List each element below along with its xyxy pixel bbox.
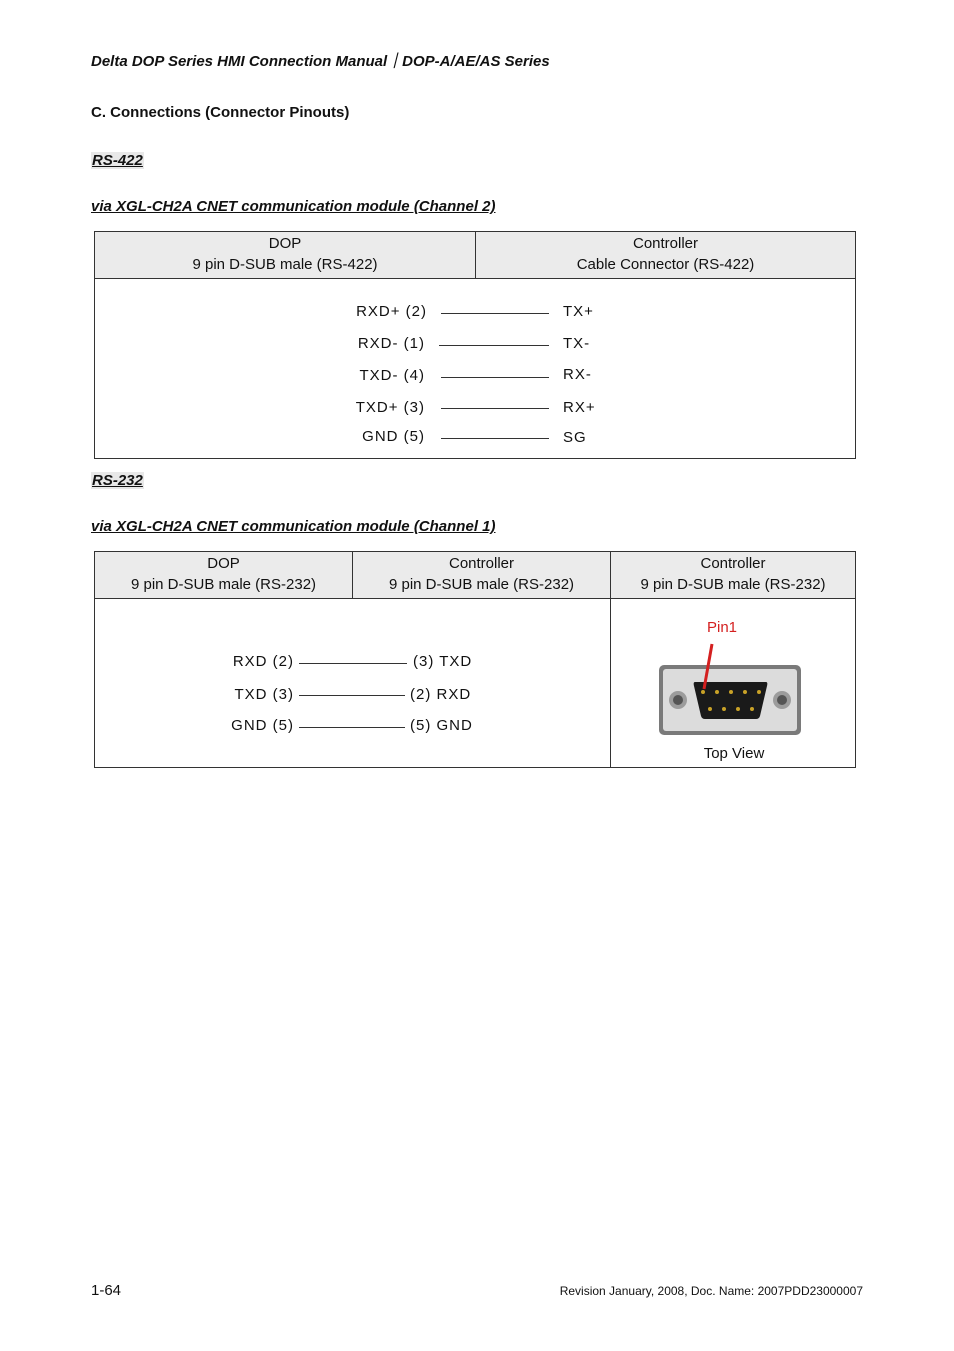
rs422-header-dop-line2: 9 pin D-SUB male (RS-422) <box>192 256 378 273</box>
rs422-pin-left: TXD+ (3) <box>355 399 425 416</box>
rs232-pin-left: RXD (2) <box>232 653 294 670</box>
rs232-header-controller-line2: 9 pin D-SUB male (RS-232) <box>388 576 575 593</box>
rs232-wire <box>299 727 405 728</box>
rs232-header-dop <box>94 551 353 599</box>
rs422-wire <box>441 408 549 409</box>
top-view-caption: Top View <box>703 745 765 762</box>
rs422-header-controller-line2: Cable Connector (RS-422) <box>576 256 755 273</box>
rs422-pin-left: GND (5) <box>362 428 425 445</box>
rs232-pin-left: GND (5) <box>231 717 294 734</box>
rs232-wiring-cell <box>94 598 611 768</box>
rs422-header-dop <box>94 231 476 279</box>
rs422-table <box>94 231 856 459</box>
rs422-header-dop-line1: DOP <box>268 235 302 252</box>
section-title: C. Connections (Connector Pinouts) <box>91 104 350 121</box>
rs422-wire <box>441 313 549 314</box>
pin1-label: Pin1 <box>707 619 738 636</box>
rs422-pin-right: TX+ <box>563 303 594 320</box>
rs232-heading: RS-232 <box>92 472 143 489</box>
rs422-wiring-cell <box>94 278 856 459</box>
rs232-connector-cell <box>610 598 856 768</box>
rs232-header-controller-2 <box>610 551 856 599</box>
rs422-pin-right: TX- <box>563 335 591 352</box>
rs232-header-dop-line2: 9 pin D-SUB male (RS-232) <box>130 576 317 593</box>
page-number: 1-64 <box>91 1282 122 1299</box>
rs232-pin-right: (5) GND <box>410 717 473 734</box>
rs422-header-controller <box>475 231 856 279</box>
revision-note: Revision January, 2008, Doc. Name: 2007PDD23000007 <box>559 1284 863 1298</box>
rs232-wire <box>299 695 405 696</box>
rs422-wire <box>439 345 549 346</box>
rs422-pin-right: RX+ <box>563 399 596 416</box>
rs232-wire <box>299 663 407 664</box>
rs422-wire <box>441 377 549 378</box>
rs232-pin-right: (3) TXD <box>413 653 473 670</box>
rs422-pin-right: SG <box>563 429 587 446</box>
rs422-pin-left: TXD- (4) <box>359 367 425 384</box>
rs422-pin-right: RX- <box>563 366 592 383</box>
rs232-header-controller-2-line1: Controller <box>700 555 766 572</box>
rs422-wire <box>441 438 549 439</box>
running-header: Delta DOP Series HMI Connection Manual｜DOP-A/AE/AS Series <box>91 53 550 70</box>
rs232-pin-right: (2) RXD <box>410 686 472 703</box>
rs232-module-label: via XGL-CH2A CNET communication module (Channel 1) <box>91 518 496 535</box>
rs232-table <box>94 551 856 768</box>
rs232-pin-left: TXD (3) <box>234 686 294 703</box>
rs422-pin-left: RXD- (1) <box>357 335 425 352</box>
rs422-pin-left: RXD+ (2) <box>356 303 427 320</box>
rs232-header-controller-2-line2: 9 pin D-SUB male (RS-232) <box>640 576 826 593</box>
rs232-header-controller <box>352 551 611 599</box>
db9-connector-icon <box>651 639 811 739</box>
rs422-header-controller-line1: Controller <box>632 235 699 252</box>
rs422-module-label: via XGL-CH2A CNET communication module (Channel 2) <box>91 198 496 215</box>
rs232-header-controller-line1: Controller <box>448 555 515 572</box>
rs422-heading: RS-422 <box>92 152 143 169</box>
rs232-header-dop-line1: DOP <box>207 555 240 572</box>
